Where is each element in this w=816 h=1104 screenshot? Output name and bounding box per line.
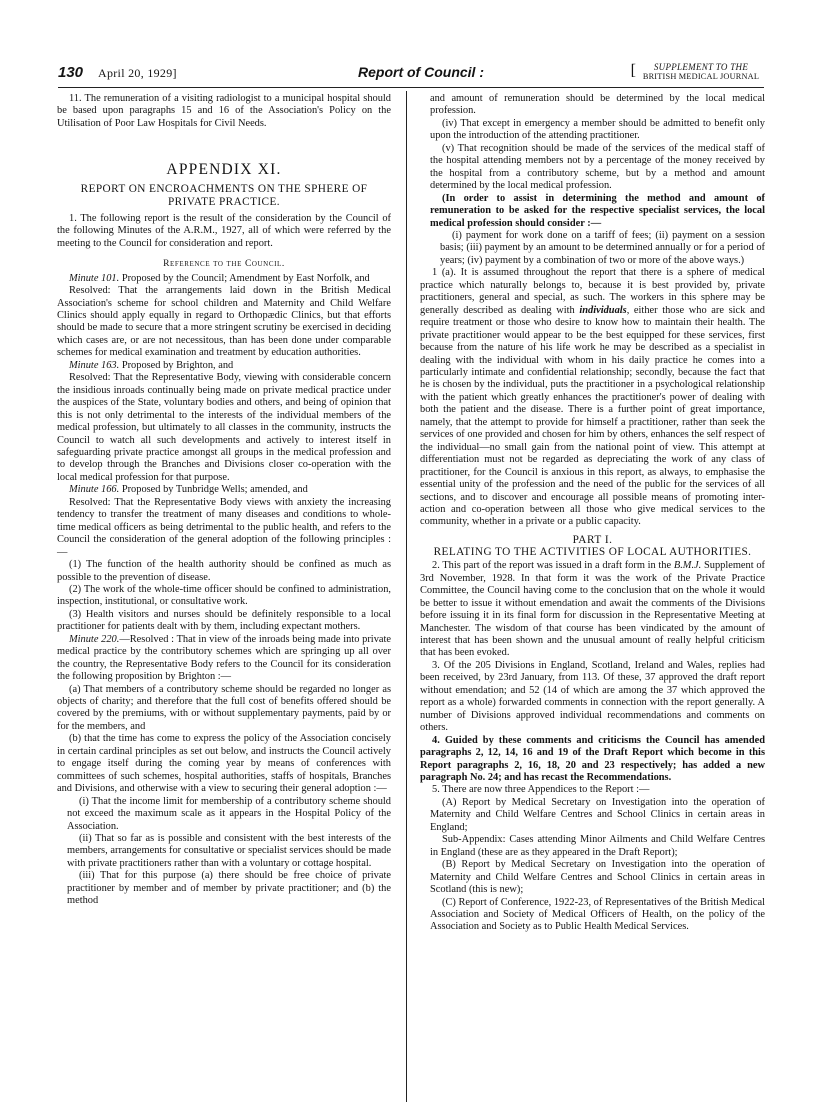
- minute-163-resolution: [57, 372, 391, 484]
- minute-220-iii-continued: and amount of remuneration should be determined by the local medical profession.: [430, 93, 765, 117]
- principle-2: (2) The work of the whole-time officer should be confined to administration, inspection, institutional, or consultative work.: [57, 583, 391, 608]
- paragraph-2: [420, 560, 765, 660]
- minute-220-label: Minute 220.: [69, 633, 120, 645]
- resolved-label: Resolved:: [69, 496, 111, 508]
- paragraph-1: 1. The following report is the result of the consideration by the Council of the following Minutes of the A.R.M., 1927, all of which were referred by the meeting to the Council for consideration and report.: [57, 212, 391, 249]
- paragraph-4: 4. Guided by these comments and criticisms the Council has amended paragraphs 2, 12, 14, 16 and 19 of the Draft Report which become in this Report paragraphs 2, 16, 18, 20 and 23 respectively; has added a new paragraph No. 24; and has recast the Recommendations.: [420, 734, 765, 784]
- principle-3: (3) Health visitors and nurses should be definitely responsible to a local practitioner for patients dealt with by them, including expectant mothers.: [57, 608, 391, 633]
- minute-220-b: (b) that the time has come to express the policy of the Association concisely in certain cardinal principles as set out below, and instructs the Council actively to engage itself during the coming year by means of conferences with committees of such schemes, hospital authorities, staffs of hospitals, Branches and Divisions, and otherwise with a view to securing their general adoption :—: [57, 733, 391, 795]
- appendix-b-item: (B) Report by Medical Secretary on Investigation into the operation of Maternity and Child Welfare Centres and School Clinics in certain areas in Scotland (this is new);: [430, 859, 765, 896]
- right-column: [420, 93, 765, 934]
- paragraph-1a-rest: , either those who are sick and require treatment or those who desire to know how to maintain their health. The private practitioner would appear to be the best equipped for these services, first because from the nature of his life work he may be described as a specialist in dealing with the individual with whom in his daily practice he comes into a particularly intimate and confidential relationship; secondly, because the fact that he is chosen by the individual, puts the practitioner in a psychological relationship with the patient which greatly enhances the practitioner's power of dealing with both the patient and the disease. There is a further point of great importance, namely, that the attempt to provide for himself a practitioner, rather than seek the services of one provided and chosen for him by others, enhances the self respect of the individual—no small gain from the national point of view. This attempt at differentiation must not be regarded as depreciating the work of any class of practitioner, for the Council is anxious in this report, as always, to emphasise the essential unity of the profession and the need of the public for the services of all sections, and to discover and encourage all possible means of promoting inter-action and co-operation between all those who give medical services to the community, whether in a private or a public capacity.: [420, 304, 765, 528]
- supplement-line-1: SUPPLEMENT TO THE: [653, 62, 749, 72]
- paragraph-5: 5. There are now three Appendices to the Report :—: [432, 784, 650, 796]
- journal-abbreviation: B.M.J.: [673, 560, 702, 572]
- minute-220-iv: (iv) That except in emergency a member should be admitted to benefit only upon the introduction of the attending practitioner.: [430, 117, 765, 142]
- part-heading: PART I.: [572, 533, 613, 546]
- paragraph-1a: [420, 267, 765, 529]
- supplement-label: [638, 62, 764, 81]
- resolution-text: That the Representative Body, viewing with considerable concern the insidious inroads continually being made on private medical practice under the auspices of the State, voluntary bodies and others, and being of opinion that this is not only detrimental to the interests of the individual members of the medical profession, but ultimately to all classes in the community, instructs the Council to watch all such developments and actively to interest itself in safeguarding private practice amongst all groups in the medical profession and to develop through the Branches and Divisions closer co-operation with the local medical profession for that purpose.: [57, 372, 391, 483]
- minute-163-text: Proposed by Brighton, and: [119, 359, 234, 371]
- minute-220-i: (i) That the income limit for membership of a contributory scheme should not exceed the maximum scale as it appears in the Hospital Policy of the Association.: [67, 795, 391, 832]
- minute-220-iii: (iii) That for this purpose (a) there should be free choice of private practitioner by member and of member by private practitioner; and (b) the method: [67, 870, 391, 907]
- minute-163-label: Minute 163.: [69, 359, 120, 371]
- resolution-text: That the Representative Body views with anxiety the increasing tendency to transfer the treatment of many diseases and conditions to whole-time medical officers as being detrimental to the public health, and refers to the Council the consideration of the general adoption of the following principles :—: [57, 496, 391, 558]
- appendix-c-item: (C) Report of Conference, 1922-23, of Representatives of the British Medical Association and Society of Medical Officers of Health, on the policy of the Association and Society as to Public Health Medical Services.: [430, 896, 765, 933]
- appendix-a-item: (A) Report by Medical Secretary on Investigation into the operation of Maternity and Child Welfare Centres and School Clinics in certain areas in England;: [430, 796, 765, 833]
- minute-220-text: —Resolved : That in view of the inroads being made into private medical practice by the contributory schemes which are springing up all over the country, the Representative Body refers to the Council for its consideration the following proposition by Brighton :—: [57, 633, 391, 683]
- resolution-text: That the arrangements laid down in the British Medical Association's scheme for school children and Maternity and Child Welfare Clinics should apply equally in regard to Orthopædic Clinics, but that efforts should be made to secure that a more stringent scrutiny be exercised in deciding which cases are, or are not necessitous, than has been done under comparable schemes for medical examination and treatment by education authorities.: [57, 285, 391, 359]
- paragraph-11: 11. The remuneration of a visiting radiologist to a municipal hospital should be based upon paragraphs 15 and 16 of the Association's Policy on the Utilisation of Poor Law Hospitals for Civil Needs.: [57, 93, 391, 129]
- section-heading: RELATING TO THE ACTIVITIES OF LOCAL AUTHORITIES.: [433, 546, 752, 559]
- page-number: 130: [58, 64, 84, 81]
- remuneration-note: (In order to assist in determining the method and amount of remuneration to be asked for the respective specialist services, the local medical profession should consider :—: [430, 192, 765, 229]
- principle-1: (1) The function of the health authority should be confined as much as possible to the prevention of disease.: [57, 559, 391, 583]
- paragraph-2-start: 2. This part of the report was issued in a draft form in the: [432, 560, 674, 572]
- header-rule: [58, 87, 764, 88]
- running-title: Report of Council :: [358, 64, 484, 80]
- column-divider: [406, 91, 407, 1102]
- minute-101-text: Proposed by the Council; Amendment by East Norfolk, and: [119, 272, 370, 284]
- resolved-label: Resolved:: [69, 372, 111, 384]
- minute-220-v: (v) That recognition should be made of the services of the medical staff of the hospital attending members not by a percentage of the money received by the hospital from a contributory scheme, but by a method and amount determined by the local medical profession.: [430, 142, 765, 192]
- sub-appendix-item: Sub-Appendix: Cases attending Minor Ailments and Child Welfare Centres in England (these are as they appeared in the Draft Report);: [430, 834, 765, 858]
- minute-101-resolution: [57, 285, 391, 360]
- paragraph-1a-emphasis: individuals: [579, 304, 627, 316]
- minute-101-label: Minute 101.: [69, 272, 120, 284]
- minute-220: [57, 634, 391, 684]
- minute-220-ii: (ii) That so far as is possible and consistent with the best interests of the members, arrangements for consultative or specialist services should be made with private practitioners rather than with a voluntary or cottage hospital.: [67, 833, 391, 869]
- minute-163: [57, 360, 391, 372]
- paragraph-1a-start: 1 (a). It is assumed throughout the report that there is a sphere of medical practice which naturally belongs to, because it is best provided by, private practitioners, general and special, as such. The workers in this sphere may be generally described as dealing with: [420, 267, 765, 316]
- minute-101: [57, 273, 391, 285]
- minute-166-text: Proposed by Tunbridge Wells; amended, and: [119, 484, 308, 496]
- resolved-label: Resolved:: [69, 285, 111, 297]
- report-title: REPORT ON ENCROACHMENTS ON THE SPHERE OF PRIVATE PRACTICE.: [80, 182, 368, 208]
- reference-heading: Reference to the Council.: [163, 259, 285, 270]
- running-header: [58, 64, 764, 80]
- minute-166: [57, 484, 391, 496]
- minute-220-a: (a) That members of a contributory scheme should be regarded no longer as objects of charity; and therefore that the full cost of benefits offered should be covered by the premiums, with or without supplementary payments, paid by or for the members, and: [57, 683, 391, 732]
- issue-date: April 20, 1929]: [98, 66, 177, 80]
- minute-166-resolution: [57, 497, 391, 559]
- supplement-line-2: BRITISH MEDICAL JOURNAL: [642, 72, 760, 81]
- paragraph-3: 3. Of the 205 Divisions in England, Scotland, Ireland and Wales, replies had been received, by 23rd January, from 113. Of these, 37 approved the draft report without emendation; and 52 (14 of which are among the 37 which approved the report as a whole) forwarded comments in connection with the report generally. A number of Divisions approved individual recommendations and comments on others.: [420, 659, 765, 734]
- left-column: [57, 93, 391, 908]
- appendix-heading: APPENDIX XI.: [166, 161, 282, 179]
- bracket-glyph: [: [630, 62, 636, 79]
- minute-166-label: Minute 166.: [69, 484, 120, 496]
- payment-options: (i) payment for work done on a tariff of fees; (ii) payment on a session basis; (iii) payment by an amount to be determined annually or for a period of years; (iv) payment by a combination of two or more of the above ways.): [440, 229, 765, 266]
- paragraph-2-rest: Supplement of 3rd November, 1928. In that form it was the work of the Private Practice Committee, the Council having come to the conclusion that on the whole it would be better to issue it without emendation and await the comments of the Divisions before issuing it in its final form for discussion in the Representative Meeting at Manchester. The wisdom of that course has been vindicated by the amount of interest that has been shown and the unusual amount of really helpful criticism that has been evoked.: [420, 560, 765, 659]
